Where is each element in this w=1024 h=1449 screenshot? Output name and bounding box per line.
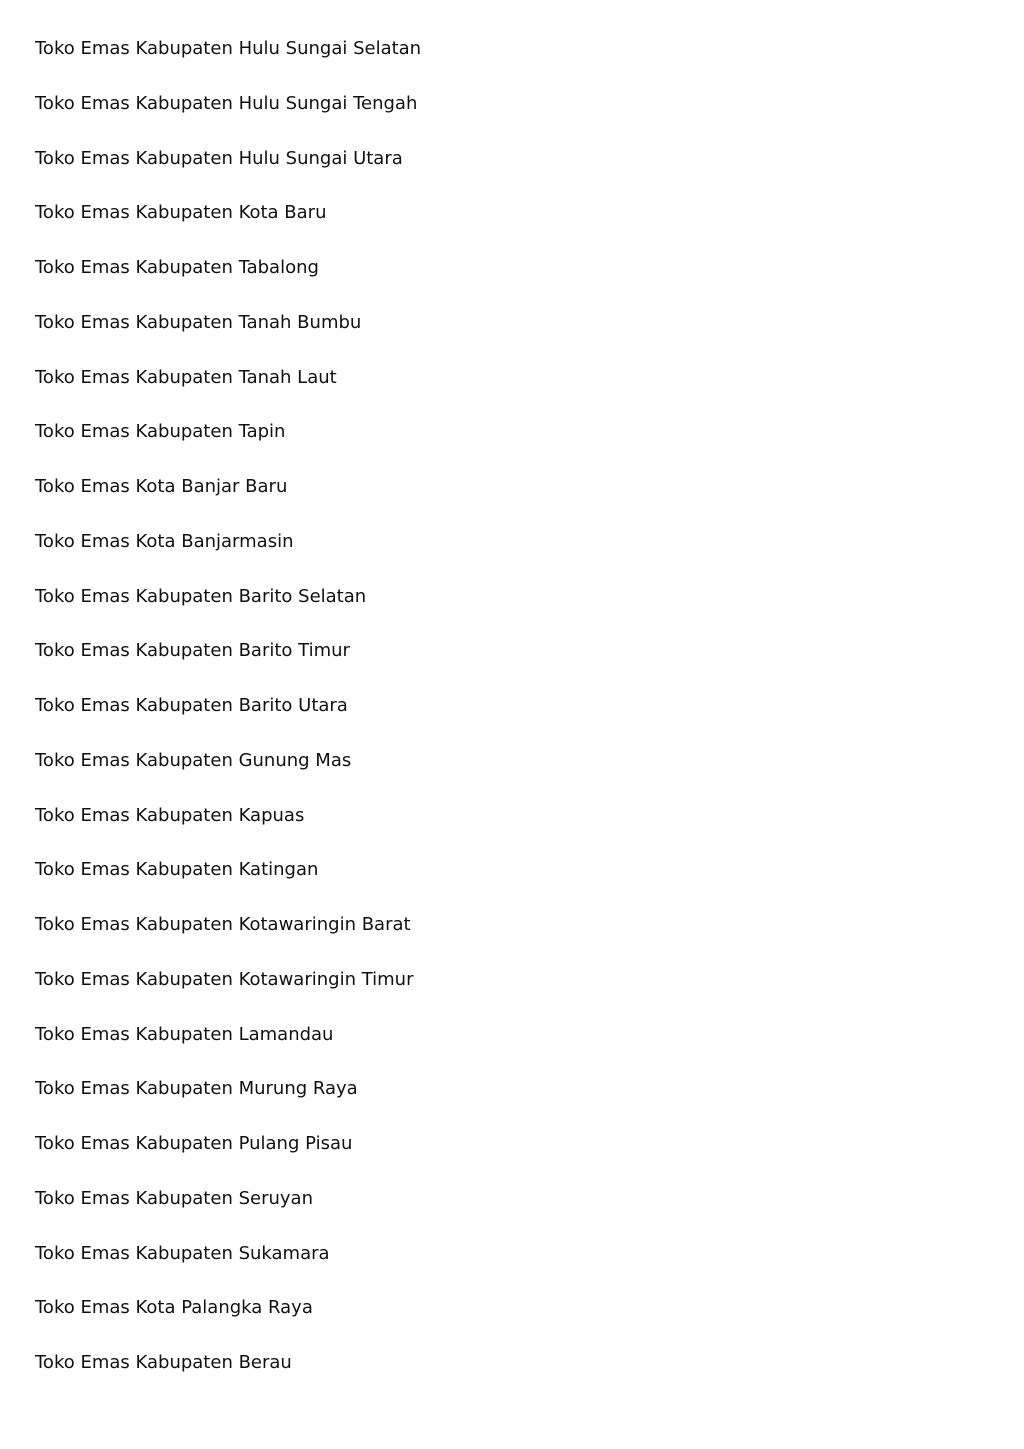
store-link[interactable]: Toko Emas Kabupaten Tanah Bumbu bbox=[35, 311, 362, 333]
list-item bbox=[35, 1186, 421, 1241]
store-link[interactable]: Toko Emas Kabupaten Katingan bbox=[35, 859, 319, 881]
list-item bbox=[35, 693, 421, 748]
list-item bbox=[35, 200, 421, 255]
store-link[interactable]: Toko Emas Kabupaten Kota Baru bbox=[35, 202, 327, 224]
list-item bbox=[35, 419, 421, 474]
store-link[interactable]: Toko Emas Kota Banjar Baru bbox=[35, 476, 288, 497]
store-link[interactable]: Toko Emas Kabupaten Pulang Pisau bbox=[35, 1133, 353, 1154]
list-item bbox=[35, 310, 421, 365]
store-link[interactable]: Toko Emas Kabupaten Lamandau bbox=[35, 1023, 334, 1045]
list-item bbox=[35, 1022, 421, 1077]
list-item bbox=[35, 912, 421, 967]
list-item bbox=[35, 857, 421, 912]
list-item bbox=[35, 146, 421, 201]
store-link[interactable]: Toko Emas Kabupaten Kapuas bbox=[35, 804, 305, 826]
store-link[interactable]: Toko Emas Kabupaten Tapin bbox=[35, 421, 286, 443]
store-link[interactable]: Toko Emas Kota Banjarmasin bbox=[35, 530, 294, 552]
store-link[interactable]: Toko Emas Kabupaten Sukamara bbox=[35, 1242, 330, 1264]
list-item bbox=[35, 584, 421, 639]
store-link[interactable]: Toko Emas Kota Palangka Raya bbox=[35, 1297, 313, 1319]
list-item bbox=[35, 1350, 421, 1405]
store-link[interactable]: Toko Emas Kabupaten Barito Timur bbox=[35, 640, 350, 662]
store-link[interactable]: Toko Emas Kabupaten Murung Raya bbox=[35, 1078, 358, 1100]
list-item bbox=[35, 748, 421, 803]
store-link[interactable]: Toko Emas Kabupaten Barito Utara bbox=[35, 695, 348, 716]
list-item bbox=[35, 255, 421, 310]
store-link[interactable]: Toko Emas Kabupaten Gunung Mas bbox=[35, 749, 352, 771]
store-link[interactable]: Toko Emas Kabupaten Berau bbox=[35, 1352, 292, 1373]
list-item bbox=[35, 1131, 421, 1186]
list-item bbox=[35, 365, 421, 420]
list-item bbox=[35, 474, 421, 529]
store-link[interactable]: Toko Emas Kabupaten Barito Selatan bbox=[35, 585, 367, 607]
list-item bbox=[35, 967, 421, 1022]
store-link[interactable]: Toko Emas Kabupaten Hulu Sungai Tengah bbox=[35, 92, 418, 114]
list-item bbox=[35, 91, 421, 146]
store-link[interactable]: Toko Emas Kabupaten Kotawaringin Barat bbox=[35, 914, 411, 935]
store-link[interactable]: Toko Emas Kabupaten Tanah Laut bbox=[35, 366, 337, 388]
store-link[interactable]: Toko Emas Kabupaten Seruyan bbox=[35, 1187, 313, 1209]
list-item bbox=[35, 1295, 421, 1350]
list-item bbox=[35, 1241, 421, 1296]
store-link[interactable]: Toko Emas Kabupaten Tabalong bbox=[35, 257, 319, 278]
list-item bbox=[35, 638, 421, 693]
list-item bbox=[35, 1076, 421, 1131]
list-item bbox=[35, 803, 421, 858]
store-link[interactable]: Toko Emas Kabupaten Hulu Sungai Selatan bbox=[35, 38, 422, 59]
list-item bbox=[35, 36, 421, 91]
store-link-list bbox=[35, 36, 421, 1405]
list-item bbox=[35, 529, 421, 584]
store-link[interactable]: Toko Emas Kabupaten Hulu Sungai Utara bbox=[35, 147, 403, 169]
store-link[interactable]: Toko Emas Kabupaten Kotawaringin Timur bbox=[35, 968, 414, 990]
